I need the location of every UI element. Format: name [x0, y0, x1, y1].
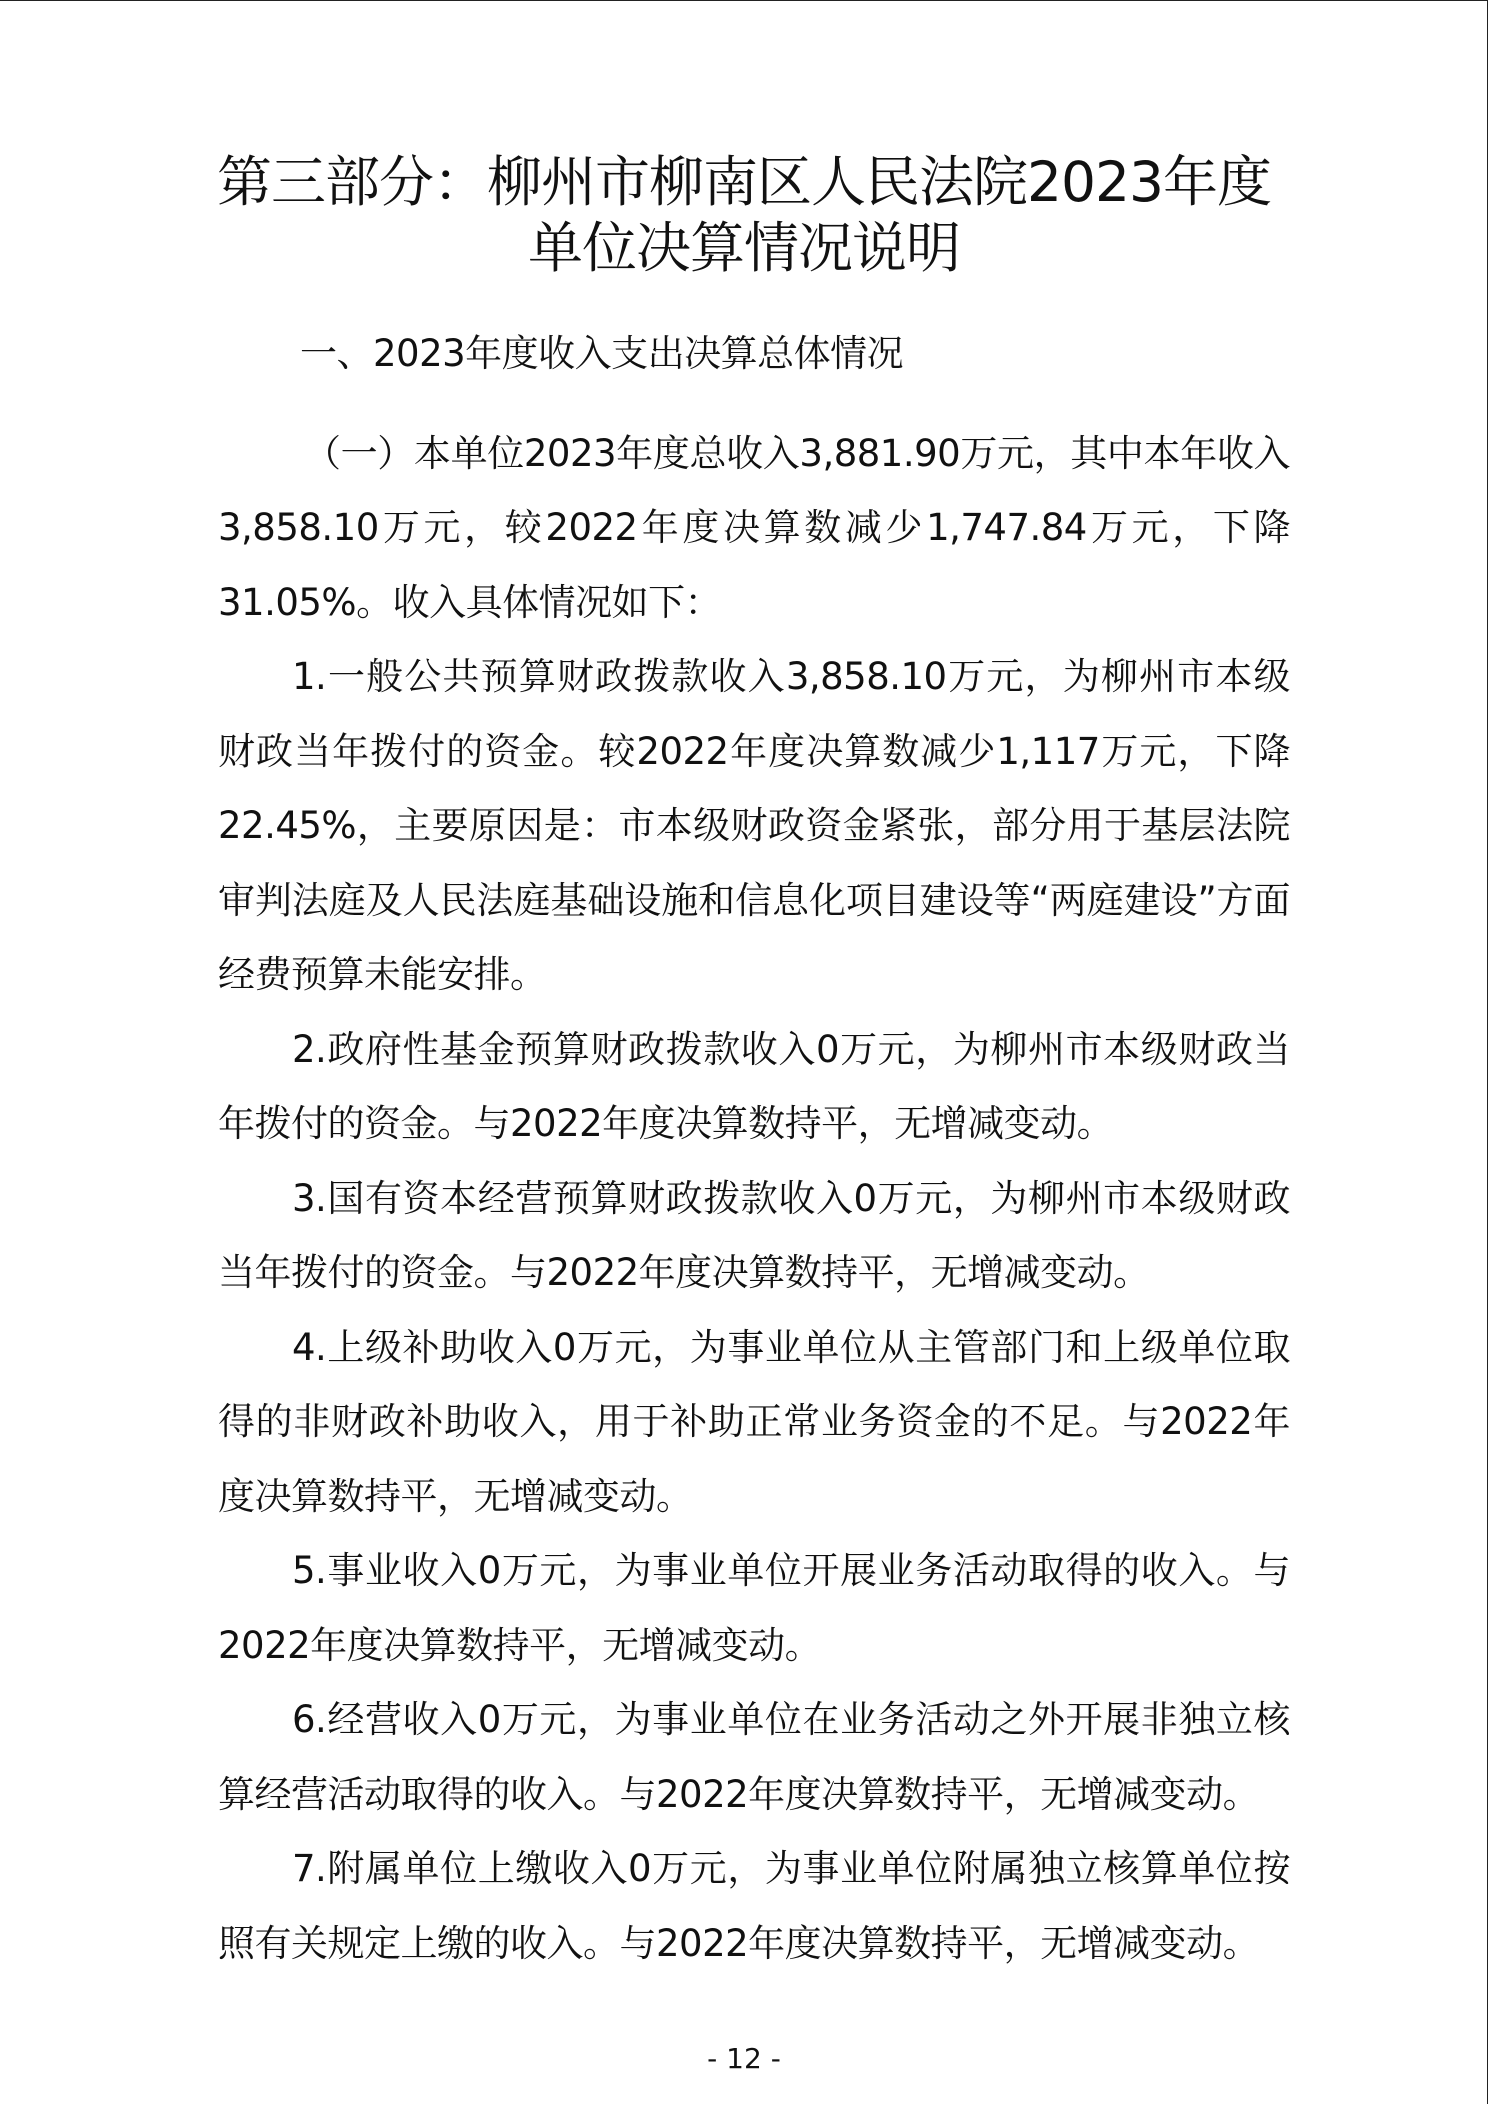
paragraph-item-7: 7.附属单位上缴收入0万元，为事业单位附属独立核算单位按照有关规定上缴的收入。与2022年度决算数持平，无增减变动。 — [218, 1847, 1290, 1965]
title-line-2: 单位决算情况说明 — [527, 216, 960, 280]
paragraph-item-6: 6.经营收入0万元，为事业单位在业务活动之外开展非独立核算经营活动取得的收入。与2022年度决算数持平，无增减变动。 — [218, 1698, 1290, 1816]
page-title — [150, 149, 1338, 281]
section-heading: 一、2023年度收入支出决算总体情况 — [300, 332, 904, 375]
title-line-1: 第三部分：柳州市柳南区人民法院2023年度 — [217, 150, 1271, 214]
paragraph-item-1: 1.一般公共预算财政拨款收入3,858.10万元，为柳州市本级财政当年拨付的资金。较2022年度决算数减少1,117万元，下降22.45%，主要原因是：市本级财政资金紧张，部分用于基层法院审判法庭及人民法庭基础设施和信息化项目建设等“两庭建设”方面经费预算未能安排。 — [218, 655, 1290, 996]
paragraph-item-2: 2.政府性基金预算财政拨款收入0万元，为柳州市本级财政当年拨付的资金。与2022年度决算数持平，无增减变动。 — [218, 1027, 1290, 1145]
page-number: - 12 - — [707, 2042, 781, 2075]
paragraph-total-income: （一）本单位2023年度总收入3,881.90万元，其中本年收入3,858.10万元，较2022年度决算数减少1,747.84万元，下降31.05%。收入具体情况如下： — [218, 431, 1290, 624]
paragraph-item-4: 4.上级补助收入0万元，为事业单位从主管部门和上级单位取得的非财政补助收入，用于补助正常业务资金的不足。与2022年度决算数持平，无增减变动。 — [218, 1325, 1290, 1518]
document-body — [218, 317, 1290, 1981]
paragraph-item-5: 5.事业收入0万元，为事业单位开展业务活动取得的收入。与2022年度决算数持平，无增减变动。 — [218, 1549, 1290, 1667]
paragraph-item-3: 3.国有资本经营预算财政拨款收入0万元，为柳州市本级财政当年拨付的资金。与2022年度决算数持平，无增减变动。 — [218, 1176, 1290, 1294]
